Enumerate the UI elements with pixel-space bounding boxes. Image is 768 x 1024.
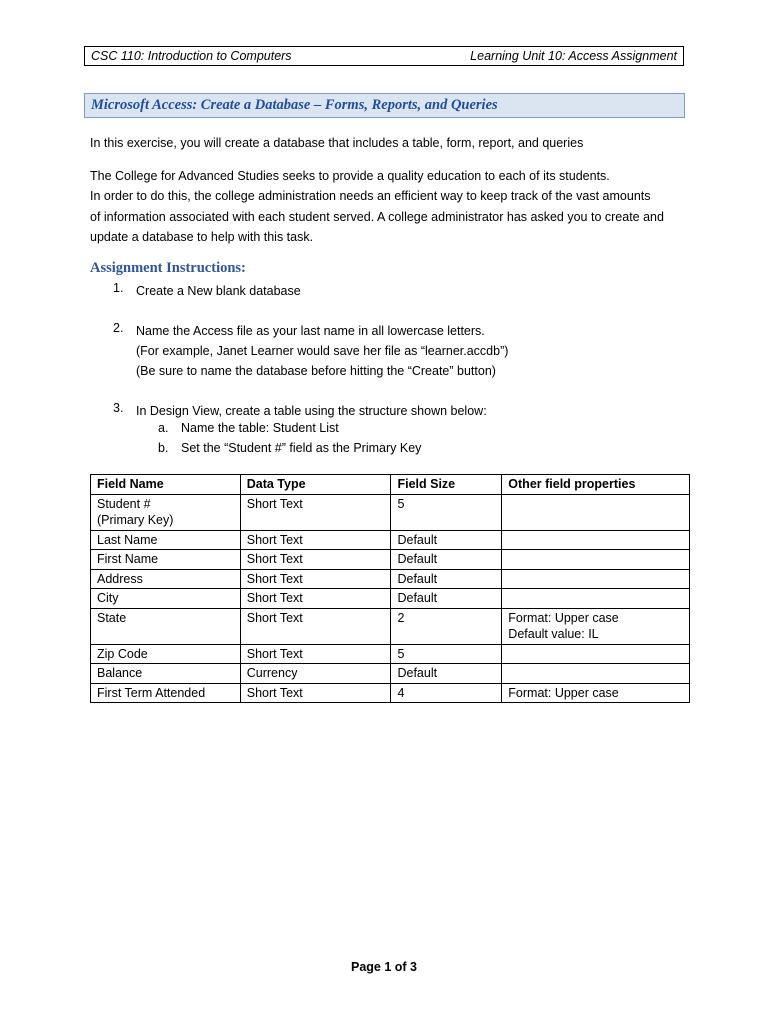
- field-size-cell: [391, 550, 502, 570]
- step-text: Create a New blank database: [136, 284, 301, 298]
- paragraph-line: In order to do this, the college administration needs an efficient way to keep track of the vast amounts: [90, 189, 651, 204]
- field-name-cell-line: Zip Code: [97, 646, 148, 661]
- field-name-cell-line: Address: [97, 571, 143, 586]
- field-properties-cell: [502, 494, 690, 530]
- field-properties-cell: [502, 664, 690, 684]
- data-type-cell-line: Short Text: [246, 571, 303, 586]
- data-type-cell: [240, 494, 391, 530]
- data-type-cell-line: Short Text: [246, 685, 303, 700]
- field-properties-cell-line: Format: Upper case: [508, 610, 619, 625]
- table-header-row: [91, 475, 690, 495]
- field-size-cell: [391, 683, 502, 703]
- step-text: (For example, Janet Learner would save her file as “learner.accdb”): [136, 344, 509, 358]
- field-structure-table: [90, 474, 690, 703]
- field-size-cell-line: 5: [397, 646, 405, 661]
- data-type-cell-line: Short Text: [246, 496, 303, 511]
- data-type-cell: [240, 550, 391, 570]
- data-type-cell: [240, 683, 391, 703]
- table-row: [91, 608, 690, 644]
- document-title-box: [84, 93, 685, 118]
- field-properties-cell: [502, 589, 690, 609]
- data-type-cell: [240, 664, 391, 684]
- field-name-cell: [91, 644, 241, 664]
- substep-letter: a.: [158, 421, 169, 435]
- scenario-paragraph: [90, 166, 690, 247]
- table-row: [91, 683, 690, 703]
- page-header: [84, 46, 684, 66]
- data-type-cell-line: Currency: [246, 666, 298, 680]
- field-size-cell: [391, 530, 502, 550]
- data-type-cell-line: Short Text: [246, 532, 303, 547]
- field-size-cell-line: 5: [397, 496, 405, 511]
- step-text: In Design View, create a table using the structure shown below:: [136, 404, 487, 418]
- substep-letter: b.: [158, 441, 169, 455]
- field-size-cell: [391, 569, 502, 589]
- field-name-cell-line: First Term Attended: [97, 685, 206, 700]
- data-type-cell-line: Short Text: [246, 552, 303, 566]
- table-body: [91, 494, 690, 703]
- table-row: [91, 530, 690, 550]
- column-header: Field Name: [91, 475, 241, 495]
- paragraph-line: update a database to help with this task.: [90, 229, 314, 244]
- page-number: Page 1 of 3: [351, 960, 417, 974]
- table-row: [91, 589, 690, 609]
- field-name-cell-line: First Name: [97, 552, 159, 566]
- field-size-cell-line: 4: [397, 685, 405, 700]
- field-name-cell: [91, 664, 241, 684]
- substep-text: Set the “Student #” field as the Primary Key: [181, 441, 422, 455]
- header-unit: Learning Unit 10: Access Assignment: [470, 49, 677, 63]
- field-name-cell-line: City: [97, 591, 119, 605]
- field-properties-cell: [502, 569, 690, 589]
- field-name-cell: [91, 530, 241, 550]
- data-type-cell-line: Short Text: [246, 610, 303, 625]
- field-size-cell-line: Default: [397, 591, 438, 605]
- table-row: [91, 550, 690, 570]
- field-size-cell-line: Default: [397, 552, 438, 566]
- field-name-cell-line: (Primary Key): [97, 513, 174, 527]
- field-name-cell: [91, 589, 241, 609]
- column-header: Other field properties: [502, 475, 690, 495]
- step-number: 2.: [113, 321, 124, 335]
- field-size-cell: [391, 494, 502, 530]
- table-row: [91, 494, 690, 530]
- field-properties-cell: [502, 644, 690, 664]
- intro-text: In this exercise, you will create a database that includes a table, form, report, and queries: [90, 136, 584, 150]
- data-type-cell-line: Short Text: [246, 646, 303, 661]
- field-name-cell-line: State: [97, 610, 127, 625]
- field-name-cell: [91, 683, 241, 703]
- field-name-cell: [91, 608, 241, 644]
- field-size-cell-line: Default: [397, 571, 438, 586]
- field-properties-cell-line: Format: Upper case: [508, 685, 619, 700]
- header-course: CSC 110: Introduction to Computers: [91, 49, 292, 63]
- table-row: [91, 644, 690, 664]
- step-text: (Be sure to name the database before hitting the “Create” button): [136, 364, 496, 378]
- step-number: 1.: [113, 281, 124, 295]
- field-name-cell: [91, 569, 241, 589]
- data-type-cell: [240, 644, 391, 664]
- table-row: [91, 569, 690, 589]
- data-type-cell: [240, 530, 391, 550]
- column-header: Data Type: [240, 475, 391, 495]
- substep-text: Name the table: Student List: [181, 421, 339, 435]
- paragraph-line: of information associated with each student served. A college administrator has asked you to create and: [90, 209, 664, 224]
- field-properties-cell: [502, 608, 690, 644]
- field-name-cell-line: Student #: [97, 496, 151, 511]
- field-size-cell: [391, 664, 502, 684]
- field-size-cell-line: Default: [397, 666, 438, 680]
- step-number: 3.: [113, 401, 124, 415]
- field-size-cell: [391, 644, 502, 664]
- field-size-cell: [391, 589, 502, 609]
- data-type-cell: [240, 569, 391, 589]
- field-size-cell: [391, 608, 502, 644]
- field-properties-cell: [502, 550, 690, 570]
- table-row: [91, 664, 690, 684]
- field-name-cell-line: Last Name: [97, 532, 158, 547]
- field-properties-cell: [502, 683, 690, 703]
- step-text: Name the Access file as your last name in all lowercase letters.: [136, 324, 485, 338]
- field-name-cell: [91, 550, 241, 570]
- field-size-cell-line: 2: [397, 610, 405, 625]
- column-header: Field Size: [391, 475, 502, 495]
- field-name-cell: [91, 494, 241, 530]
- data-type-cell: [240, 589, 391, 609]
- data-type-cell: [240, 608, 391, 644]
- paragraph-line: The College for Advanced Studies seeks to provide a quality education to each of its students.: [90, 169, 610, 183]
- document-title: Microsoft Access: Create a Database – Forms, Reports, and Queries: [91, 97, 498, 113]
- field-size-cell-line: Default: [397, 532, 438, 547]
- field-properties-cell-line: Default value: IL: [508, 627, 599, 641]
- instructions-heading: Assignment Instructions:: [90, 260, 246, 276]
- data-type-cell-line: Short Text: [246, 591, 303, 605]
- field-properties-cell: [502, 530, 690, 550]
- field-name-cell-line: Balance: [97, 666, 143, 680]
